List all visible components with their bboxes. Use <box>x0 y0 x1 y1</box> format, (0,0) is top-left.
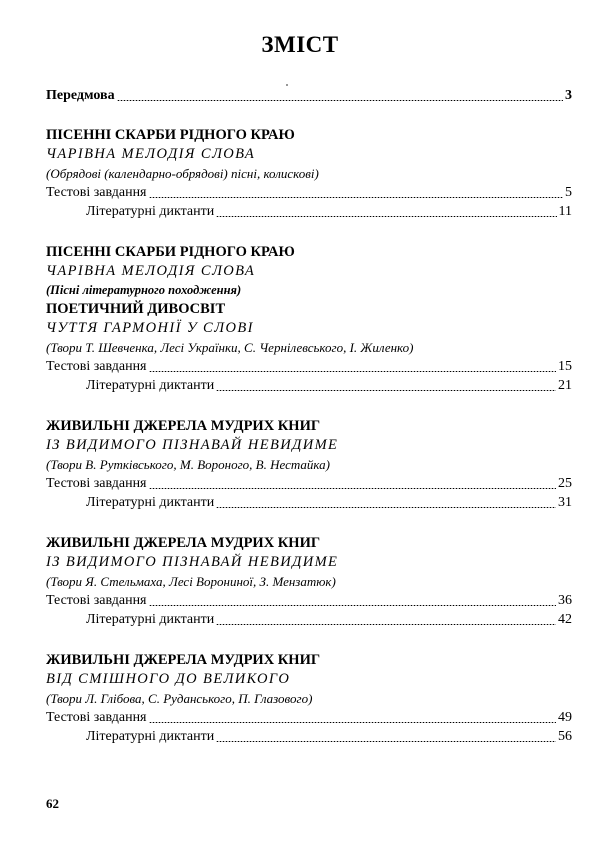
toc-entry-label: Літературні диктанти <box>86 729 215 744</box>
toc-entry-page: 11 <box>558 204 572 219</box>
dot-leader <box>216 624 556 625</box>
toc-entry-page: 31 <box>558 495 572 510</box>
toc-entry-label: Тестові завдання <box>46 185 147 200</box>
toc-entry-label: Передмова <box>46 88 115 103</box>
dot-leader <box>149 197 564 198</box>
toc-entry-page: 3 <box>565 88 572 103</box>
section-subheading: ІЗ ВИДИМОГО ПІЗНАВАЙ НЕВИДИМЕ <box>46 554 339 570</box>
dot-leader <box>117 100 563 101</box>
section-heading: ЖИВИЛЬНІ ДЖЕРЕЛА МУДРИХ КНИГ <box>46 652 321 668</box>
spacer <box>46 395 572 417</box>
section-subheading: ЧУТТЯ ГАРМОНІЇ У СЛОВІ <box>46 320 254 336</box>
section-note: (Твори Л. Глібова, С. Руданського, П. Глазового) <box>46 691 313 706</box>
section-heading: ПІСЕННІ СКАРБИ РІДНОГО КРАЮ <box>46 127 295 143</box>
toc-entry-preface[interactable] <box>46 86 572 105</box>
section-note: (Твори Я. Стельмаха, Лесі Ворониної, З. Мензатюк) <box>46 574 336 589</box>
section-note: (Твори Т. Шевченка, Лесі Українки, С. Чернілевського, І. Жиленко) <box>46 340 414 355</box>
toc-entry-page: 42 <box>558 612 572 627</box>
toc-section <box>46 126 572 221</box>
toc-entry-label: Тестові завдання <box>46 476 147 491</box>
section-subheading: ІЗ ВИДИМОГО ПІЗНАВАЙ НЕВИДИМЕ <box>46 437 339 453</box>
toc-entry-tests[interactable] <box>46 474 572 493</box>
dot-leader <box>216 216 556 217</box>
toc-entry-dictations[interactable] <box>46 493 572 512</box>
toc-entry-tests[interactable] <box>46 357 572 376</box>
toc-entry-page: 36 <box>558 593 572 608</box>
toc-entry-label: Тестові завдання <box>46 593 147 608</box>
dot-leader <box>149 722 557 723</box>
toc-section <box>46 243 572 395</box>
spacer <box>46 221 572 243</box>
section-note: (Пісні літературного походження) <box>46 283 242 297</box>
toc-entry-label: Літературні диктанти <box>86 378 215 393</box>
toc-entry-dictations[interactable] <box>46 376 572 395</box>
section-heading: ЖИВИЛЬНІ ДЖЕРЕЛА МУДРИХ КНИГ <box>46 535 321 551</box>
section-subheading: ВІД СМІШНОГО ДО ВЕЛИКОГО <box>46 671 291 687</box>
toc-entry-page: 5 <box>565 185 572 200</box>
toc-entry-label: Літературні диктанти <box>86 612 215 627</box>
toc-section <box>46 651 572 746</box>
section-subheading: ЧАРІВНА МЕЛОДІЯ СЛОВА <box>46 263 256 279</box>
section-heading: ПОЕТИЧНИЙ ДИВОСВІТ <box>46 301 226 317</box>
toc-section <box>46 417 572 512</box>
spacer <box>46 512 572 534</box>
section-note: (Твори В. Рутківського, М. Вороного, В. Нестайка) <box>46 457 330 472</box>
toc-entry-dictations[interactable] <box>46 610 572 629</box>
toc-entry-label: Тестові завдання <box>46 710 147 725</box>
toc-entry-page: 49 <box>558 710 572 725</box>
toc-entry-tests[interactable] <box>46 183 572 202</box>
dot-leader <box>216 741 556 742</box>
toc-entry-label: Літературні диктанти <box>86 495 215 510</box>
dot-leader <box>149 488 557 489</box>
dot-leader <box>149 605 557 606</box>
toc-entry-page: 15 <box>558 359 572 374</box>
dot-leader <box>216 507 556 508</box>
toc-section <box>46 534 572 629</box>
section-heading: ПІСЕННІ СКАРБИ РІДНОГО КРАЮ <box>46 244 295 260</box>
page-number: 62 <box>46 796 59 811</box>
toc-entry-tests[interactable] <box>46 708 572 727</box>
section-note: (Обрядові (календарно-обрядові) пісні, колискові) <box>46 166 319 181</box>
toc-entry-label: Тестові завдання <box>46 359 147 374</box>
spacer <box>46 629 572 651</box>
toc-entry-dictations[interactable] <box>46 202 572 221</box>
toc-entry-page: 56 <box>558 729 572 744</box>
page-title: ЗМІСТ <box>261 32 339 57</box>
spacer <box>46 105 572 126</box>
section-subheading: ЧАРІВНА МЕЛОДІЯ СЛОВА <box>46 146 256 162</box>
section-heading: ЖИВИЛЬНІ ДЖЕРЕЛА МУДРИХ КНИГ <box>46 418 321 434</box>
table-of-contents <box>46 86 572 746</box>
toc-entry-label: Літературні диктанти <box>86 204 215 219</box>
toc-entry-tests[interactable] <box>46 591 572 610</box>
dot-leader <box>216 390 556 391</box>
dot-leader <box>149 371 557 372</box>
toc-entry-page: 25 <box>558 476 572 491</box>
toc-entry-dictations[interactable] <box>46 727 572 746</box>
toc-entry-page: 21 <box>558 378 572 393</box>
